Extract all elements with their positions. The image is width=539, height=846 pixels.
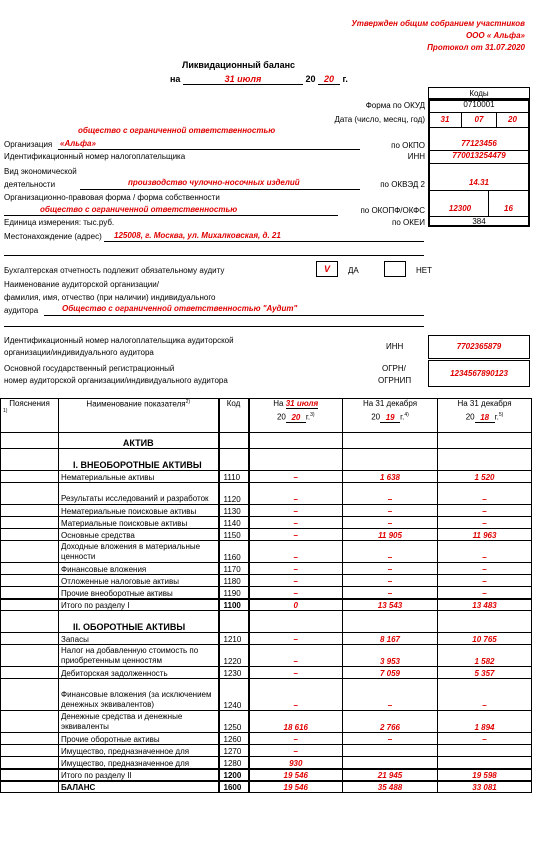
code-cell (219, 433, 249, 449)
indicator-cell: Результаты исследований и разработок (59, 483, 219, 505)
table-row (1, 471, 532, 483)
notes-cell (1, 711, 59, 733)
value-cell-col1: 930 (249, 757, 343, 769)
value-cell-col2: – (343, 733, 438, 745)
value-cell-col3: – (438, 587, 532, 599)
unit-label: Единица измерения: тыс.руб. (4, 218, 115, 227)
value-cell-col1: 19 546 (249, 781, 343, 793)
audit-yes-checkbox[interactable]: V (316, 261, 338, 277)
value-cell-col2: 35 488 (343, 781, 438, 793)
value-cell-col2: 21 945 (343, 769, 438, 781)
value-cell-col2 (343, 611, 438, 633)
auditor-ogrn-label-1: Основной государственный регистрационный (4, 364, 175, 373)
table-row (1, 449, 532, 471)
value-cell-col2: 13 543 (343, 599, 438, 611)
indicator-cell: Дебиторская задолженность (59, 667, 219, 679)
date-day-month: 31 июля (183, 74, 303, 85)
col1-header: На 31 июля 20 20 г.$^{3)}$ (249, 399, 343, 433)
notes-cell (1, 769, 59, 781)
value-cell-col3: 5 357 (438, 667, 532, 679)
indicator-cell: Прочие внеоборотные активы (59, 587, 219, 599)
auditor-ogrn-code-label-1: ОГРН/ (382, 364, 406, 373)
organization-value-line1: общество с ограниченной ответственностью (78, 126, 276, 135)
value-cell-col1: – (249, 679, 343, 711)
notes-cell (1, 587, 59, 599)
value-cell-col3: – (438, 541, 532, 563)
notes-cell (1, 733, 59, 745)
notes-cell (1, 517, 59, 529)
legal-form-value: общество с ограниченной ответственностью (40, 205, 238, 214)
value-cell-col2: 3 953 (343, 645, 438, 667)
value-cell-col3: 13 483 (438, 599, 532, 611)
approval-stamp (351, 18, 525, 54)
code-cell: 1120 (219, 483, 249, 505)
notes-cell (1, 781, 59, 793)
indicator-cell: БАЛАНС (59, 781, 219, 793)
table-row (1, 529, 532, 541)
notes-cell (1, 745, 59, 757)
indicator-cell: Материальные поисковые активы (59, 517, 219, 529)
indicator-cell: Нематериальные активы (59, 471, 219, 483)
organization-label: Организация (4, 140, 53, 149)
value-cell-col1: – (249, 541, 343, 563)
value-cell-col3 (438, 745, 532, 757)
value-cell-col3: 10 765 (438, 633, 532, 645)
code-cell: 1160 (219, 541, 249, 563)
notes-cell (1, 633, 59, 645)
col2-header: На 31 декабря 20 19 г.$^{4)}$ (343, 399, 438, 433)
table-row (1, 587, 532, 599)
approval-line: ООО « Альфа» (465, 31, 525, 40)
code-cell: 1210 (219, 633, 249, 645)
value-cell-col2: 11 905 (343, 529, 438, 541)
indicator-cell: Налог на добавленную стоимость по приобретенным ценностям (59, 645, 219, 667)
notes-cell (1, 667, 59, 679)
notes-cell (1, 449, 59, 471)
notes-cell (1, 611, 59, 633)
value-cell-col2: – (343, 587, 438, 599)
code-cell: 1150 (219, 529, 249, 541)
code-cell: 1220 (219, 645, 249, 667)
auditor-ogrn-code-label-2: ОГРНИП (378, 376, 412, 385)
notes-cell (1, 471, 59, 483)
value-cell-col2: 2 766 (343, 711, 438, 733)
value-cell-col2: – (343, 563, 438, 575)
table-row (1, 667, 532, 679)
inn-label: Идентификационный номер налогоплательщика (4, 152, 186, 161)
value-cell-col1 (249, 433, 343, 449)
date-line (170, 74, 348, 85)
table-header-row (1, 399, 532, 433)
address-value: 125008, г. Москва, ул. Михалковская, д. 21 (114, 231, 281, 240)
value-cell-col1: – (249, 575, 343, 587)
table-row (1, 599, 532, 611)
value-cell-col3: 33 081 (438, 781, 532, 793)
value-cell-col3 (438, 433, 532, 449)
auditor-label-2: фамилия, имя, отчество (при наличии) индивидуального (4, 293, 216, 302)
indicator-cell: Отложенные налоговые активы (59, 575, 219, 587)
auditor-inn-label-2: организации/индивидуального аудитора (4, 348, 154, 357)
code-cell: 1240 (219, 679, 249, 711)
address-label: Местонахождение (адрес) (4, 232, 102, 241)
value-cell-col3: – (438, 483, 532, 505)
value-cell-col1: – (249, 633, 343, 645)
report-date-year: 20 (508, 115, 517, 124)
code-cell (219, 611, 249, 633)
table-row (1, 781, 532, 793)
organization-value-line2: «Альфа» (60, 139, 96, 148)
notes-cell (1, 645, 59, 667)
okei-label: по ОКЕИ (392, 218, 425, 227)
balance-table (0, 398, 532, 793)
table-row (1, 711, 532, 733)
value-cell-col2 (343, 449, 438, 471)
value-cell-col3: 1 894 (438, 711, 532, 733)
inn-code: 770013254479 (452, 151, 506, 160)
indicator-cell: Финансовые вложения (59, 563, 219, 575)
activity-label-1: Вид экономической (4, 167, 77, 176)
indicator-cell: II. ОБОРОТНЫЕ АКТИВЫ (59, 611, 219, 633)
indicator-header: Наименование показателя$^{2)}$ (59, 399, 219, 433)
value-cell-col3 (438, 757, 532, 769)
okpo-code: 77123456 (461, 139, 497, 148)
codes-header: Коды (428, 87, 530, 99)
okud-code: 0710001 (463, 100, 495, 109)
auditor-label-1: Наименование аудиторской организации/ (4, 280, 159, 289)
notes-cell (1, 563, 59, 575)
indicator-cell: Денежные средства и денежные эквиваленты (59, 711, 219, 733)
value-cell-col1: – (249, 645, 343, 667)
audit-no-checkbox[interactable] (384, 261, 406, 277)
code-cell: 1600 (219, 781, 249, 793)
table-row (1, 645, 532, 667)
code-cell: 1260 (219, 733, 249, 745)
value-cell-col2: 1 638 (343, 471, 438, 483)
value-cell-col1: – (249, 667, 343, 679)
value-cell-col1: 0 (249, 599, 343, 611)
code-cell: 1130 (219, 505, 249, 517)
audit-label: Бухгалтерская отчетность подлежит обязательному аудиту (4, 266, 225, 275)
value-cell-col3: – (438, 517, 532, 529)
page-title: Ликвидационный баланс (182, 60, 296, 70)
value-cell-col1: 19 546 (249, 769, 343, 781)
code-cell: 1110 (219, 471, 249, 483)
date-prefix: на (170, 74, 181, 84)
table-row (1, 563, 532, 575)
indicator-cell: Нематериальные поисковые активы (59, 505, 219, 517)
audit-no-label: НЕТ (416, 266, 432, 275)
okpo-label: по ОКПО (391, 141, 425, 150)
value-cell-col2: – (343, 505, 438, 517)
indicator-cell: Запасы (59, 633, 219, 645)
value-cell-col1: – (249, 517, 343, 529)
date-century: 20 (305, 74, 316, 84)
value-cell-col3: – (438, 733, 532, 745)
value-cell-col3: 19 598 (438, 769, 532, 781)
value-cell-col3 (438, 611, 532, 633)
auditor-inn-label-1: Идентификационный номер налогоплательщика аудиторской (4, 336, 234, 345)
table-row (1, 505, 532, 517)
value-cell-col3: – (438, 563, 532, 575)
auditor-label-3: аудитора (4, 306, 39, 315)
okud-label: Форма по ОКУД (365, 101, 425, 110)
indicator-cell: АКТИВ (59, 433, 219, 449)
notes-cell (1, 529, 59, 541)
value-cell-col1: – (249, 733, 343, 745)
notes-cell (1, 541, 59, 563)
date-suffix: г. (342, 74, 348, 84)
inn-code-label: ИНН (407, 152, 425, 161)
table-row (1, 769, 532, 781)
table-row (1, 517, 532, 529)
code-cell: 1180 (219, 575, 249, 587)
code-header: Код (219, 399, 249, 433)
approval-line: Протокол от 31.07.2020 (427, 43, 525, 52)
indicator-cell: Итого по разделу I (59, 599, 219, 611)
indicator-cell: Прочие оборотные активы (59, 733, 219, 745)
table-row (1, 745, 532, 757)
notes-cell (1, 757, 59, 769)
value-cell-col2 (343, 757, 438, 769)
okved-code: 14.31 (468, 178, 490, 187)
code-cell: 1200 (219, 769, 249, 781)
value-cell-col2 (343, 433, 438, 449)
indicator-cell: Основные средства (59, 529, 219, 541)
notes-cell (1, 505, 59, 517)
value-cell-col1: – (249, 471, 343, 483)
value-cell-col3: – (438, 679, 532, 711)
okved-label: по ОКВЭД 2 (380, 180, 425, 189)
value-cell-col3: 1 582 (438, 645, 532, 667)
auditor-ogrn-code: 1234567890123 (428, 360, 530, 387)
notes-header: Пояснения 1) (1, 399, 59, 433)
indicator-cell: I. ВНЕОБОРОТНЫЕ АКТИВЫ (59, 449, 219, 471)
value-cell-col2 (343, 745, 438, 757)
value-cell-col3: 1 520 (438, 471, 532, 483)
value-cell-col1: – (249, 563, 343, 575)
code-cell: 1100 (219, 599, 249, 611)
table-row (1, 679, 532, 711)
table-row (1, 611, 532, 633)
auditor-inn-code-label: ИНН (386, 342, 404, 351)
indicator-cell: Имущество, предназначенное для (59, 757, 219, 769)
okfs-code: 16 (504, 204, 513, 213)
indicator-cell: Имущество, предназначенное для (59, 745, 219, 757)
value-cell-col3: 11 963 (438, 529, 532, 541)
value-cell-col1 (249, 449, 343, 471)
date-year: 20 (318, 74, 340, 85)
value-cell-col2: – (343, 541, 438, 563)
okopf-code: 12300 (448, 204, 472, 213)
auditor-value: Общество с ограниченной ответственностью "Аудит" (62, 304, 298, 313)
notes-cell (1, 599, 59, 611)
value-cell-col1: – (249, 483, 343, 505)
table-row (1, 733, 532, 745)
table-row (1, 757, 532, 769)
value-cell-col2: – (343, 575, 438, 587)
value-cell-col1: – (249, 505, 343, 517)
code-cell: 1190 (219, 587, 249, 599)
report-date-day: 31 (440, 115, 450, 124)
code-cell: 1270 (219, 745, 249, 757)
notes-cell (1, 483, 59, 505)
value-cell-col2: 8 167 (343, 633, 438, 645)
table-row (1, 633, 532, 645)
auditor-inn-code: 7702365879 (428, 335, 530, 359)
value-cell-col1: – (249, 529, 343, 541)
report-date-month: 07 (474, 115, 484, 124)
okei-code: 384 (472, 217, 486, 226)
activity-label-2: деятельности (4, 180, 56, 189)
code-cell: 1230 (219, 667, 249, 679)
indicator-cell: Итого по разделу II (59, 769, 219, 781)
value-cell-col3 (438, 449, 532, 471)
value-cell-col1 (249, 611, 343, 633)
value-cell-col2: – (343, 483, 438, 505)
indicator-cell: Финансовые вложения (за исключением денежных эквивалентов) (59, 679, 219, 711)
okopf-label: по ОКОПФ/ОКФС (360, 206, 425, 215)
audit-yes-label: ДА (348, 266, 359, 275)
notes-cell (1, 575, 59, 587)
code-cell: 1140 (219, 517, 249, 529)
code-cell (219, 449, 249, 471)
value-cell-col1: – (249, 587, 343, 599)
notes-cell (1, 433, 59, 449)
col3-header: На 31 декабря 20 18 г.$^{5)}$ (438, 399, 532, 433)
value-cell-col1: 18 616 (249, 711, 343, 733)
indicator-cell: Доходные вложения в материальные ценности (59, 541, 219, 563)
auditor-ogrn-label-2: номер аудиторской организации/индивидуального аудитора (4, 376, 228, 385)
value-cell-col1: – (249, 745, 343, 757)
value-cell-col3: – (438, 575, 532, 587)
report-date-label: Дата (число, месяц, год) (334, 115, 425, 124)
code-cell: 1170 (219, 563, 249, 575)
table-row (1, 433, 532, 449)
code-cell: 1280 (219, 757, 249, 769)
table-row (1, 575, 532, 587)
value-cell-col2: 7 059 (343, 667, 438, 679)
legal-form-label: Организационно-правовая форма / форма собственности (4, 193, 220, 202)
value-cell-col3: – (438, 505, 532, 517)
table-row (1, 541, 532, 563)
code-cell: 1250 (219, 711, 249, 733)
notes-cell (1, 679, 59, 711)
value-cell-col2: – (343, 517, 438, 529)
table-row (1, 483, 532, 505)
activity-value: производство чулочно-носочных изделий (128, 178, 300, 187)
approval-line: Утвержден общим собранием участников (351, 19, 525, 28)
value-cell-col2: – (343, 679, 438, 711)
